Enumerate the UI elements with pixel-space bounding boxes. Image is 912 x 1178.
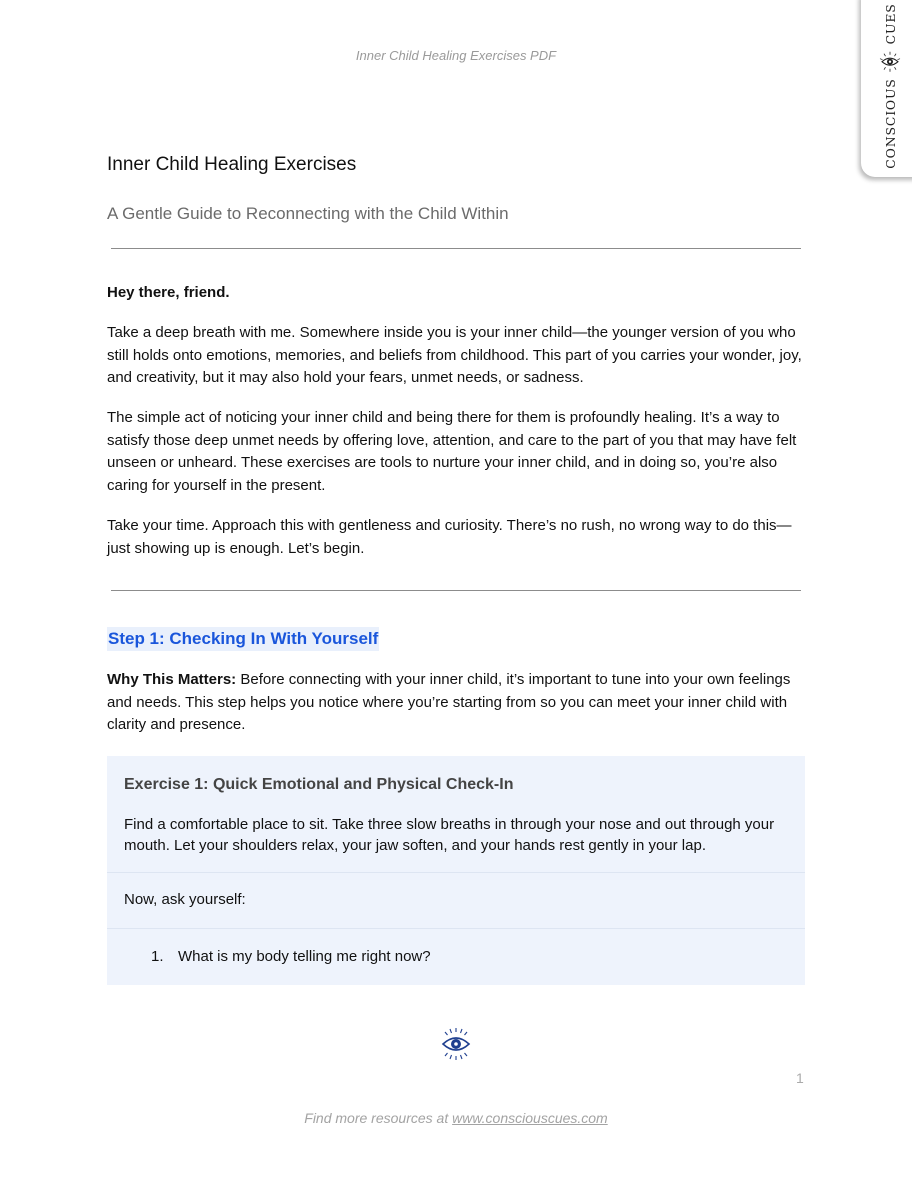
list-item (151, 948, 431, 965)
footer (0, 1110, 912, 1126)
document-title: Inner Child Healing Exercises (107, 154, 357, 175)
step-1-heading: Step 1: Checking In With Yourself (107, 627, 379, 651)
why-this-matters-paragraph (107, 669, 807, 737)
footer-text: Find more resources at (304, 1110, 453, 1126)
intro-paragraph-2: The simple act of noticing your inner child and being there for them is profoundly healing. It’s a way to satisfy those deep unmet needs by offering love, attention, and care to the part of you that may have felt unseen or unheard. These exercises are tools to nurture your inner child, and in doing so, you’re also caring for yourself in the present. (107, 409, 797, 494)
exercise-1-prompt: Now, ask yourself: (124, 891, 246, 908)
divider (111, 590, 801, 591)
running-header: Inner Child Healing Exercises PDF (355, 48, 557, 63)
exercise-divider (107, 872, 805, 873)
footer-link[interactable]: www.consciouscues.com (452, 1110, 608, 1126)
brand-tab-label: CONSCIOUS CUES (879, 3, 901, 168)
intro-paragraph-3: Take your time. Approach this with gentleness and curiosity. There’s no rush, no wrong way to do this—just showing up is enough. Let’s begin. (107, 517, 792, 557)
page-number: 1 (796, 1070, 804, 1086)
list-item-number: 1. (151, 948, 164, 965)
divider (111, 248, 801, 249)
brand-tab[interactable] (861, 0, 912, 177)
why-this-matters-label: Why This Matters: (107, 671, 237, 688)
exercise-1-title: Exercise 1: Quick Emotional and Physical Check-In (124, 776, 514, 793)
why-this-matters-text: Before connecting with your inner child, it’s important to tune into your own feelings and needs. This step helps you notice where you’re starting from so you can meet your inner child with clarity and presence. (107, 671, 791, 733)
eye-logo-icon (879, 50, 901, 72)
document-subtitle: A Gentle Guide to Reconnecting with the Child Within (107, 204, 509, 223)
greeting: Hey there, friend. (107, 284, 230, 301)
exercise-1-instructions: Find a comfortable place to sit. Take three slow breaths in through your nose and out through your mouth. Let your shoulders relax, your jaw soften, and your hands rest gently in your lap. (124, 816, 775, 854)
intro-paragraph-1: Take a deep breath with me. Somewhere inside you is your inner child—the younger version of you who still holds onto emotions, memories, and beliefs from childhood. This part of you carries your wonder, joy, and creativity, but it may also hold your fears, unmet needs, or sadness. (107, 324, 802, 386)
exercise-divider (107, 928, 805, 929)
eye-logo-icon (440, 1026, 472, 1062)
exercise-1-box (107, 756, 805, 985)
list-item-text: What is my body telling me right now? (178, 948, 431, 965)
